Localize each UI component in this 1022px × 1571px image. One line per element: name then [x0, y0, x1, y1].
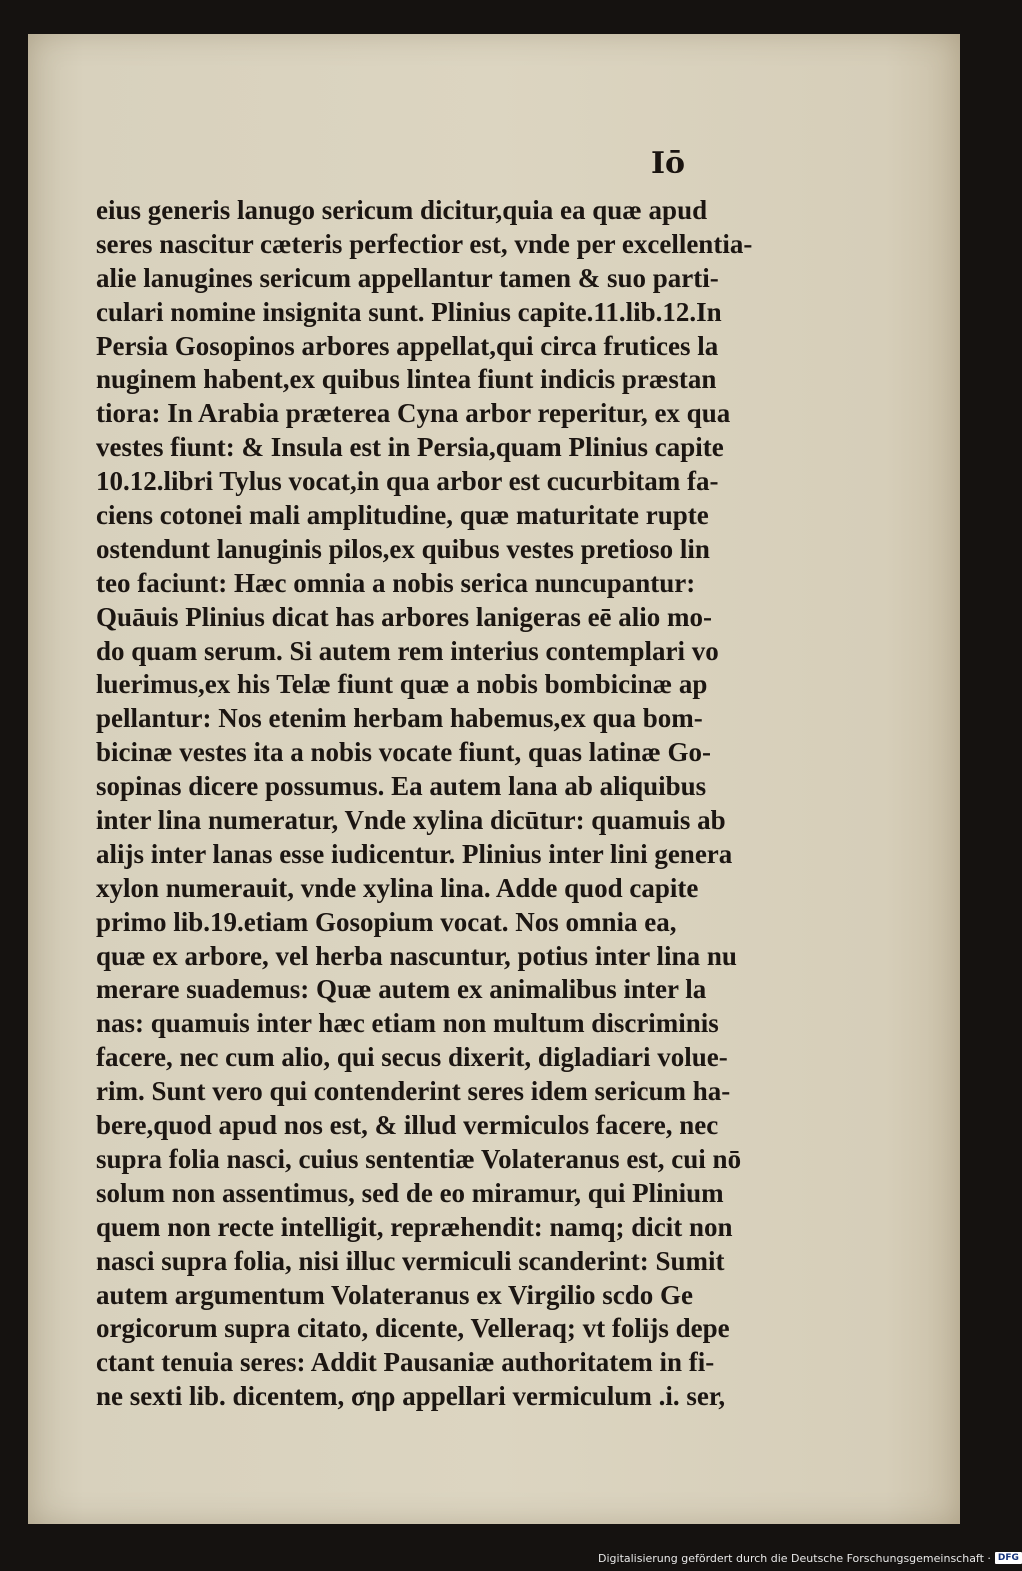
text-line: quæ ex arbore, vel herba nascuntur, potius inter lina nu [96, 940, 737, 971]
text-line: inter lina numeratur, Vnde xylina dicūtur: quamuis ab [96, 805, 726, 836]
text-line: ne sexti lib. dicentem, σηρ appellari vermiculum .i. ser, [96, 1381, 726, 1412]
text-line: xylon numerauit, vnde xylina lina. Adde quod capite [96, 872, 699, 903]
text-line: autem argumentum Volateranus ex Virgilio scdo Ge [96, 1279, 693, 1310]
text-line: Quāuis Plinius dicat has arbores lanigeras eē alio mo- [96, 601, 713, 632]
text-line: vestes fiunt: & Insula est in Persia,quam Plinius capite [96, 432, 724, 463]
text-line: merare suademus: Quæ autem ex animalibus inter la [96, 974, 707, 1005]
text-line: orgicorum supra citato, dicente, Velleraq; vt folijs depe [96, 1313, 730, 1344]
text-line: ostendunt lanuginis pilos,ex quibus vestes pretioso lin [96, 533, 710, 564]
text-line: eius generis lanugo sericum dicitur,quia ea quæ apud [96, 195, 708, 225]
text-line: supra folia nasci, cuius sententiæ Volateranus est, cui nō [96, 1143, 742, 1174]
text-line: quem non recte intelligit, repræhendit: namq; dicit non [96, 1211, 733, 1242]
text-line: luerimus,ex his Telæ fiunt quæ a nobis bombicinæ ap [96, 669, 708, 700]
text-line: bicinæ vestes ita a nobis vocate fiunt, quas latinæ Go- [96, 737, 712, 768]
text-line: ciens cotonei mali amplitudine, quæ maturitate rupte [96, 500, 709, 531]
text-line: culari nomine insignita sunt. Plinius capite.11.lib.12.In [96, 296, 722, 327]
footer-text: Digitalisierung gefördert durch die Deutsche Forschungsgemeinschaft · [598, 1551, 991, 1565]
page-number: Iō [651, 146, 686, 181]
text-line: do quam serum. Si autem rem interius contemplari vo [96, 635, 719, 666]
text-line: nasci supra folia, nisi illuc vermiculi scanderint: Sumit [96, 1245, 725, 1276]
text-line: seres nascitur cæteris perfectior est, vnde per excellentia- [96, 228, 753, 259]
text-line: nuginem habent,ex quibus lintea fiunt indicis præstan [96, 364, 717, 395]
text-line: solum non assentimus, sed de eo miramur, qui Plinium [96, 1177, 724, 1208]
text-line: primo lib.19.etiam Gosopium vocat. Nos omnia ea, [96, 906, 677, 937]
text-line: alijs inter lanas esse iudicentur. Plinius inter lini genera [96, 838, 733, 869]
text-line: rim. Sunt vero qui contenderint seres idem sericum ha- [96, 1076, 731, 1107]
text-line: teo faciunt: Hæc omnia a nobis serica nuncupantur: [96, 567, 696, 598]
text-line: sopinas dicere possumus. Ea autem lana ab aliquibus [96, 771, 707, 802]
body-text [96, 194, 768, 1414]
book-page [28, 34, 960, 1524]
text-line: 10.12.libri Tylus vocat,in qua arbor est cucurbitam fa- [96, 466, 719, 497]
footer-credit [598, 1548, 1022, 1568]
text-line: bere,quod apud nos est, & illud vermiculos facere, nec [96, 1110, 719, 1141]
text-line: alie lanugines sericum appellantur tamen & suo parti- [96, 262, 719, 293]
text-line: tiora: In Arabia præterea Cyna arbor reperitur, ex qua [96, 398, 731, 429]
text-line: facere, nec cum alio, qui secus dixerit, digladiari volue- [96, 1042, 728, 1073]
text-line: nas: quamuis inter hæc etiam non multum discriminis [96, 1008, 719, 1039]
text-line: ctant tenuia seres: Addit Pausaniæ authoritatem in fi- [96, 1347, 715, 1378]
text-line: pellantur: Nos etenim herbam habemus,ex qua bom- [96, 703, 703, 734]
text-line: Persia Gosopinos arbores appellat,qui circa frutices la [96, 330, 719, 361]
dfg-logo-icon: DFG [995, 1552, 1022, 1564]
